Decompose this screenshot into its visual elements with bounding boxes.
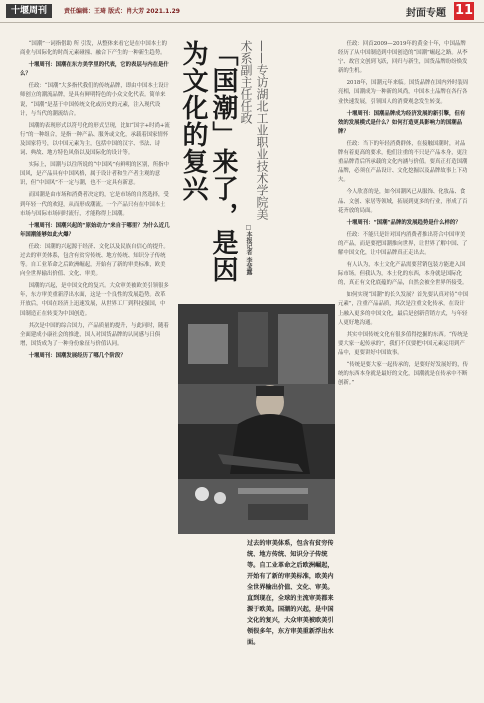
article-paragraph: 今人欣喜的是，如今国潮风已从服饰、化妆品、食品、文创、家居等领域，拓展到更多的行业，形成了百花齐放的局面。 xyxy=(338,189,468,214)
page-number: 11 xyxy=(454,3,474,18)
article-column-left xyxy=(20,40,170,364)
article-column-right xyxy=(338,40,470,391)
reporter-byline: □本报记者 李莹露 xyxy=(245,224,252,276)
article-paragraph: 国潮的表现形式以符号化的形式呈现，比如“国字+时尚+流行”的一种组合，是指一种产品、服务或文化，承载着国家情怀及国家符号，以中国元素为主，包括中国的汉字、书法、诗词、典故、地方特色风俗以及国际化的设计等。 xyxy=(20,122,170,157)
masthead: 十堰周刊 xyxy=(6,4,52,18)
interview-photo xyxy=(178,304,335,534)
article-paragraph: 任政：国潮的兴起源于经济、文化以及民族自信心的提升。过去的审美体系，包含有贫穷传统、地方传统、知识分子传统等。自工业革命之后欧洲崛起，开始有了新的审美标准，欧美向全世界输出价值、文化、审美。 xyxy=(20,243,169,278)
section-name: 封面专题 xyxy=(406,8,446,19)
article-paragraph: 任政：回首2009—2019年的黄金十年，中国品牌经历了从中国制造到中国创造的“国潮”崛起之路。从李宁、故宫文创到飞跃，回归与新生，国货品牌纷纷焕发新的生机。 xyxy=(338,41,468,75)
interview-question: 十堰周刊：国潮兴起的“原始动力”来自于哪里？为什么近几年国潮能够如此火爆？ xyxy=(20,222,170,238)
article-paragraph: 而国潮是由市场和消费者决定的，它是市场的自然选择，受到年轻一代的欢迎，从而形成潮流。一个产品只有在中国本土市场与国际市场同时流行，才能称得上国潮。 xyxy=(20,192,169,217)
edit-info: 责任编辑：王琦 版式：肖大芳 2021.1.29 xyxy=(64,8,180,15)
page-header xyxy=(0,0,484,23)
article-paragraph: 其实中国传统文化有很多值得挖掘的东西。“传统是要大家一起传承的”，我们不仅要把中国元素运用到产品中，更要讲好中国故事。 xyxy=(338,331,468,356)
article-paragraph: 任政：不能只是针对国内消费者推出符合中国审美的产品，而是要把国潮推向世界，让世界了解中国、了解中国文化，让中国品牌真正走出去。 xyxy=(338,231,468,256)
article-subheadline: ——专访湖北工业职业技术学院美术系副主任任政 xyxy=(239,40,269,220)
article-paragraph: “传统是要大家一起传承的，是要好好发展好的，传统的东西本身就是最好的文化，国潮就是在传承中不断创新。” xyxy=(338,362,468,387)
article-paragraph: 有人认为，本土文化产品需要营销包装方能进入国际市场。但我认为，本土化的东西，本身就是国际化的，真正有文化底蕴的产品，自然会被全世界所接受。 xyxy=(338,262,468,287)
article-paragraph: 任政：当下的年轻消费群体，在接触国潮时，对品牌有着更高的要求，他们注重的不只是产品本身，更注重品牌背后所承载的文化内涵与价值。要真正打造国潮品牌，必须在产品设计、文化挖掘以及品牌故事上下功夫。 xyxy=(338,140,468,184)
interview-question: 十堰周刊：国潮品牌成为经济发展的新引擎，但有效的发展模式是什么？如何打造更具影响力的国潮品牌？ xyxy=(338,110,466,135)
photo-caption: 过去的审美体系，包含有贫穷传统、地方传统、知识分子传统等。自工业革命之后欧洲崛起，开始有了新的审美标准，欧美内全世界输出价值、文化、审美。直到现在，全球的主流审美都来源于欧美。国潮的兴起，是中国文化的复兴，大众审美被欧美引领很多年，东方审美重新浮出水面。 xyxy=(247,540,334,646)
article-headline: 「国潮」来了，是因为文化的复兴 xyxy=(178,40,238,283)
article-paragraph: 任政：“国潮”大多指代我们的传统品牌，即由中国本土设计师创立的潮流品牌，是具有鲜明特色的小众文化代表。简单来说，“国潮”是基于中国传统文化或历史的元素，注入现代设计，与当代的潮流结合。 xyxy=(20,83,169,117)
article-paragraph: 国潮的兴起，是中国文化的复兴。大众审美被欧美引领很多年，东方审美重新浮出水面，这是一个良性的发展趋势。改革开放后，中国在经济上迅速发展，从世界工厂到科技强国，中国制造正在转变为中国创造。 xyxy=(20,283,169,317)
article-paragraph: “国潮”一词指借助 所 引发，从整体来看它是在中国本土的商业与国际化的时尚元素碰撞、融合下产生的一种新生趋势。 xyxy=(20,41,167,57)
interview-question: 十堰周刊：国潮在东方美学里的代表，它的表层与内在是什么？ xyxy=(20,62,169,78)
interview-question: 十堰周刊：国潮发展经历了哪几个阶段？ xyxy=(28,352,126,359)
article-paragraph: 实际上，国潮与以往所说的“中国风”有鲜明的区别，所指中国风，是产品具有中国风格，属于设计者和生产者主观的意识，但“中国风”不一定与潮，也不一定具有新意。 xyxy=(20,162,169,187)
article-paragraph: 如何实现“国潮”的长久发展？首先要认真对待“中国元素”，注重产品品质，其次是注重文化传承，在设计上融入更多的中国文化，最后是创新营销方式，与年轻人更好地沟通。 xyxy=(338,292,469,326)
article-paragraph: 2018年，国潮元年来临。国货品牌在国内外时装周亮相，国潮成为一种新的风尚，中国本土品牌在各行各业快速发展，引领国人的消费观念发生转变。 xyxy=(338,80,469,105)
interview-question: 十堰周刊：“国潮”品牌的发展趋势是什么样的？ xyxy=(346,219,461,226)
article-paragraph: 其次是中国的综合国力，产品质量的提升，与此同时，随着全面建成小康社会的推进，国人对国货品牌的认同感与日俱增，国货成为了一种身份象征与价值认同。 xyxy=(20,322,169,347)
